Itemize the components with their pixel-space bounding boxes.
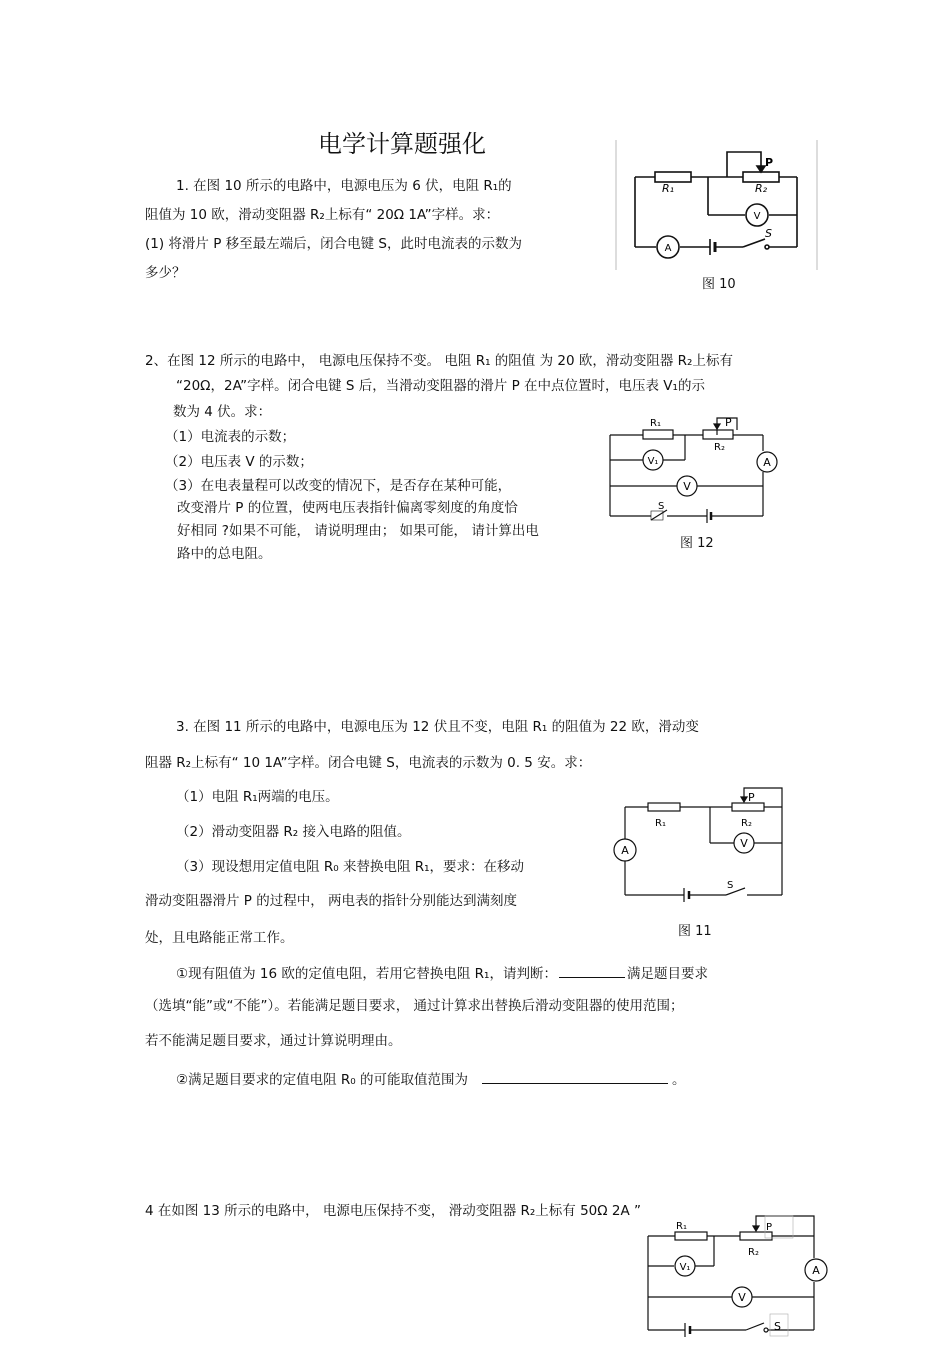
fig13-label-s: S [774,1320,781,1333]
q3-line-4: （2）滑动变阻器 R₂ 接入电路的阻值。 [176,824,411,840]
figure-10-caption: 图 10 [702,277,736,292]
label-p: P [765,156,774,169]
fig12-ammeter-a-icon: A [763,456,771,469]
q3-line-1: 3. 在图 11 所示的电路中，电源电压为 12 伏且不变，电阻 R₁ 的阻值为 22 欧，滑动变 [176,719,699,735]
fig11-ammeter-a-icon: A [621,844,629,857]
ammeter-a-icon: A [664,243,672,254]
q2-line-6: （3）在电表量程可以改变的情况下，是否存在某种可能， [165,478,512,494]
q3-line-10: 若不能满足题目要求，通过计算说明理由。 [145,1033,402,1049]
fig12-label-p: P [725,416,732,429]
fig11-label-p: P [748,791,755,804]
q3-line-8 [176,963,708,983]
figure-10-circuit [615,140,820,279]
fig13-label-p: P [766,1222,773,1233]
voltmeter-v-icon: V [753,211,761,222]
q3-line-2: 阻器 R₂上标有“ 10 1A”字样。闭合电键 S，电流表的示数为 0. 5 安。求： [145,755,592,771]
q3-line-5: （3）现设想用定值电阻 R₀ 来替换电阻 R₁，要求：在移动 [176,859,525,875]
q2-line-1: 2、在图 12 所示的电路中， 电源电压保持不变。 电阻 R₁ 的阻值 为 20 欧，滑动变阻器 R₂上标有 [145,353,733,369]
q3-line-6: 滑动变阻器滑片 P 的过程中， 两电表的指针分别能达到满刻度 [145,893,518,909]
q1-line-4: 多少？ [145,265,186,281]
figure-12-caption: 图 12 [680,536,714,551]
page-title: 电学计算题强化 [318,130,486,158]
fig11-label-r2: R₂ [741,818,752,829]
resistor-r1-icon [655,172,691,182]
q2-line-9: 路中的总电阻。 [177,546,272,562]
q3-line-7: 处，且电路能正常工作。 [145,930,294,946]
q3-line-11 [176,1069,685,1089]
fig13-voltmeter-v-icon: V [738,1291,746,1304]
label-r1: R₁ [661,182,675,195]
answer-blank-1[interactable] [559,963,625,978]
q3-line-8-suffix: 满足题目要求 [626,966,708,982]
q3-line-8-text: ①现有阻值为 16 欧的定值电阻，若用它替换电阻 R₁，请判断： [176,966,557,982]
fig12-voltmeter-v-icon: V [683,480,691,493]
q4-line-1: 4 在如图 13 所示的电路中， 电源电压保持不变， 滑动变阻器 R₂上标有 50Ω 2A ” [145,1203,641,1219]
q2-line-8: 好相同 ?如果不可能， 请说明理由； 如果可能， 请计算出电 [177,523,539,539]
fig13-label-r2: R₂ [748,1247,759,1258]
q2-line-2: “20Ω，2A”字样。闭合电键 S 后，当滑动变阻器的滑片 P 在中点位置时，电压表 V₁的示 [176,378,705,394]
fig12-label-r2: R₂ [714,442,725,453]
fig11-voltmeter-v-icon: V [740,837,748,850]
q3-line-9: （选填“能”或“不能”）。若能满足题目要求， 通过计算求出替换后滑动变阻器的使用范围； [145,998,684,1014]
fig12-label-r1: R₁ [650,418,661,429]
fig12-voltmeter-v1-icon: V₁ [647,456,659,467]
q3-line-11-suffix: 。 [671,1072,686,1088]
q1-line-1: 1. 在图 10 所示的电路中，电源电压为 6 伏，电阻 R₁的 [176,178,512,194]
label-s: S [765,227,772,240]
answer-blank-2[interactable] [482,1069,668,1084]
fig13-voltmeter-v1-icon: V₁ [679,1262,691,1273]
rheostat-r2-icon [743,172,779,182]
figure-12-circuit [605,410,785,532]
label-r2: R₂ [754,182,768,195]
q2-line-4: （1）电流表的示数； [165,429,296,445]
figure-11-circuit [610,785,790,909]
q2-line-3: 数为 4 伏。求： [173,404,272,420]
q2-line-7: 改变滑片 P 的位置，使两电压表指针偏离零刻度的角度恰 [177,500,518,516]
fig11-label-r1: R₁ [655,818,666,829]
q3-line-3: （1）电阻 R₁两端的电压。 [176,789,339,805]
fig12-label-s: S [658,501,665,512]
figure-11-caption: 图 11 [678,924,712,939]
q2-line-5: （2）电压表 V 的示数； [165,454,313,470]
fig11-label-s: S [727,880,734,891]
fig13-ammeter-a-icon: A [812,1264,820,1277]
q1-line-3: (1) 将滑片 P 移至最左端后，闭合电键 S，此时电流表的示数为 [145,236,522,252]
fig13-label-r1: R₁ [676,1221,687,1232]
q3-line-11-text: ②满足题目要求的定值电阻 R₀ 的可能取值范围为 [176,1072,468,1088]
figure-13-circuit [640,1210,840,1349]
q1-line-2: 阻值为 10 欧，滑动变阻器 R₂上标有“ 20Ω 1A”字样。求： [145,207,500,223]
